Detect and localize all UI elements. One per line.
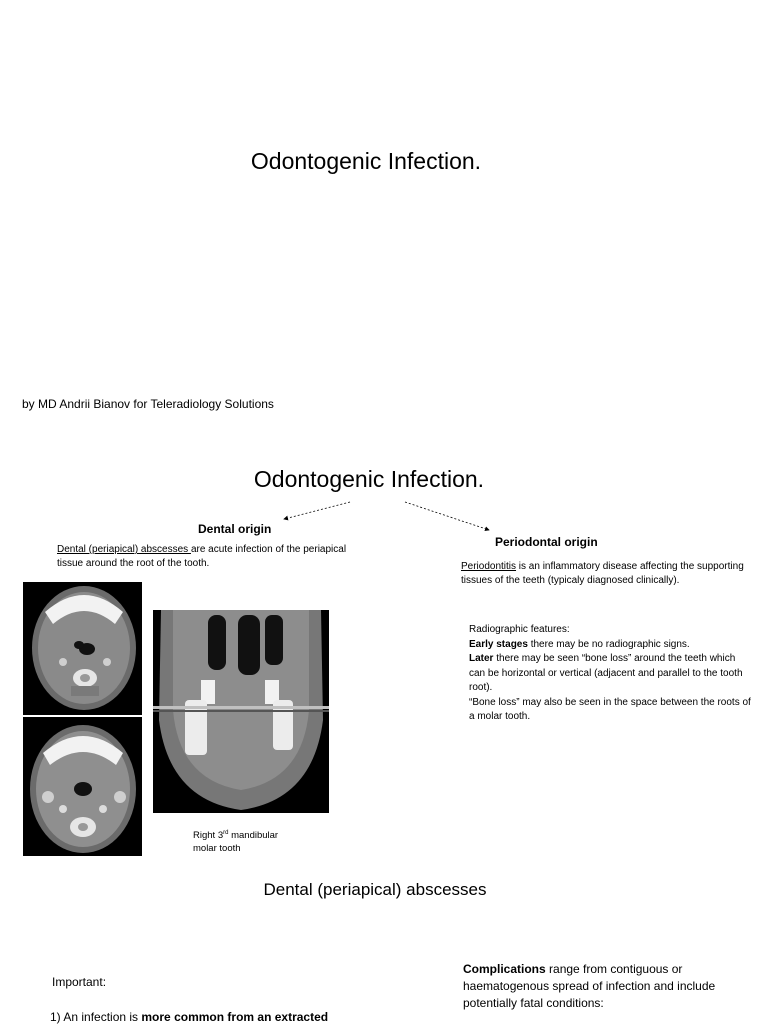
periodontitis-term: Periodontitis bbox=[461, 561, 517, 572]
point-1-bold: more common from an extracted bbox=[141, 1010, 329, 1024]
radiographic-features-title: Radiographic features: bbox=[469, 624, 570, 635]
caption-line1 bbox=[193, 827, 278, 842]
dental-abscess-term: Dental (periapical) abscesses bbox=[57, 544, 191, 555]
caption-superscript: rd bbox=[223, 830, 229, 836]
ct-image-coronal bbox=[153, 610, 329, 813]
slide2-title: Odontogenic Infection. bbox=[253, 466, 485, 492]
periodontitis-definition: is an inflammatory disease affecting the supporting tissues of the teeth (typicaly diagnosed clinically). bbox=[461, 561, 744, 586]
later-label: Later bbox=[469, 653, 494, 664]
caption-prefix: Right 3 bbox=[193, 830, 224, 842]
arrow-to-dental bbox=[284, 502, 350, 519]
complications-label: Complications bbox=[463, 962, 546, 976]
periodontal-description bbox=[461, 560, 766, 588]
early-stages-line bbox=[469, 638, 754, 653]
later-stages-line bbox=[469, 652, 754, 696]
periodontal-origin-heading: Periodontal origin bbox=[495, 535, 598, 549]
point-1 bbox=[50, 1010, 328, 1024]
dental-abscess-definition: are acute infection of the periapical tissue around the root of the tooth. bbox=[57, 544, 347, 569]
early-stages-text: there may be no radiographic signs. bbox=[527, 638, 690, 650]
image-caption bbox=[193, 827, 278, 855]
slide3-title: Dental (periapical) abscesses bbox=[263, 880, 487, 899]
complications-text: range from contiguous or haematogenous spread of infection and include potentially fatal conditions: bbox=[463, 962, 716, 1010]
arrow-to-periodontal bbox=[405, 502, 489, 530]
later-text: there may be seen “bone loss” around the teeth which can be horizontal or vertical (adjacent and parallel to the tooth root). bbox=[469, 653, 743, 693]
caption-line2: molar tooth bbox=[193, 843, 241, 855]
ct-image-axial-lower bbox=[23, 717, 142, 856]
important-label: Important: bbox=[52, 975, 107, 989]
early-stages-label: Early stages bbox=[469, 638, 528, 650]
point-1-prefix: 1) An infection is bbox=[50, 1010, 142, 1024]
author-line: by MD Andrii Bianov for Teleradiology Solutions bbox=[22, 397, 274, 411]
dental-origin-description bbox=[57, 543, 347, 571]
radiographic-features bbox=[469, 623, 754, 725]
dental-origin-heading: Dental origin bbox=[198, 522, 272, 536]
complications-paragraph bbox=[463, 961, 718, 1012]
slide1-title: Odontogenic Infection. bbox=[250, 148, 482, 174]
bone-loss-line: “Bone loss” may also be seen in the space between the roots of a molar tooth. bbox=[469, 696, 751, 722]
caption-suffix: mandibular bbox=[228, 830, 279, 842]
ct-image-axial-upper bbox=[23, 582, 142, 715]
